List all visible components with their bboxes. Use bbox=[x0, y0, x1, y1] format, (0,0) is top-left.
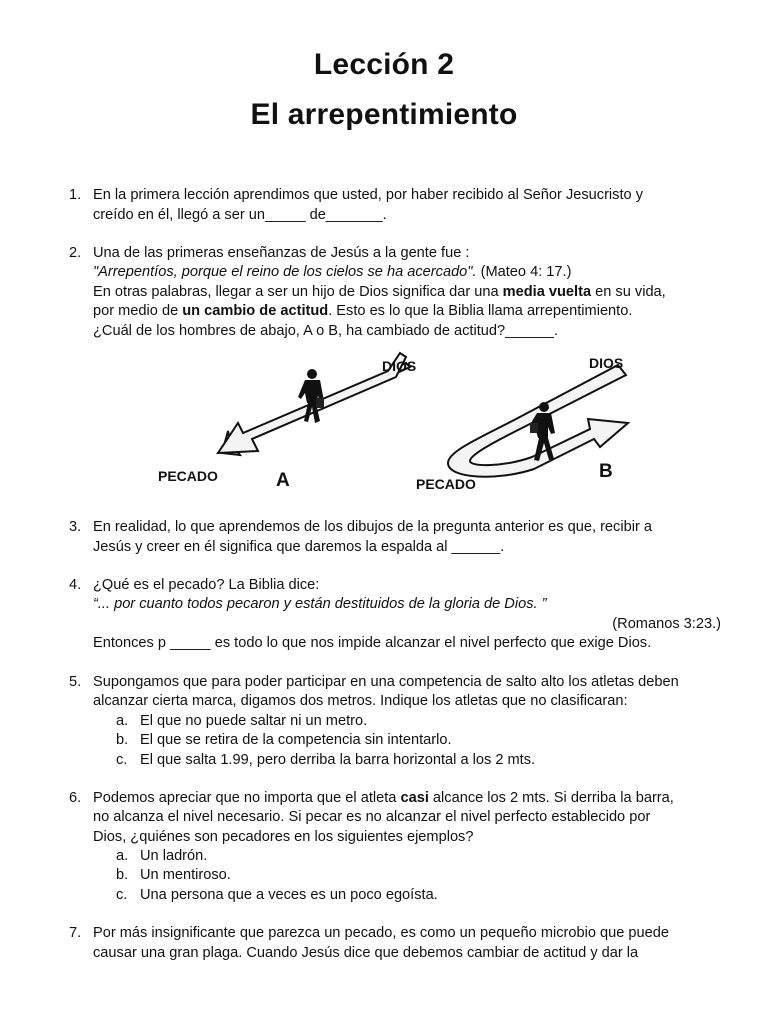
bible-quote-line bbox=[93, 263, 571, 283]
question-text: causar una gran plaga. Cuando Jesús dice que debemos cambiar de actitud y dar la bbox=[93, 945, 639, 961]
list-item-letter: c. bbox=[116, 752, 128, 768]
bible-reference: (Romanos 3:23.) bbox=[612, 616, 721, 632]
dios-label-a: DIOS bbox=[382, 358, 417, 374]
question-text: ¿Qué es el pecado? La Biblia dice: bbox=[93, 577, 320, 593]
panel-a bbox=[158, 353, 416, 491]
question-number: 5. bbox=[69, 674, 82, 690]
list-item: Una persona que a veces es un poco egoísta. bbox=[140, 887, 438, 903]
question-text: Por más insignificante que parezca un pecado, es como un pequeño microbio que puede bbox=[93, 925, 670, 941]
dios-label-b: DIOS bbox=[589, 355, 624, 371]
list-item: El que salta 1.99, pero derriba la barra horizontal a los 2 mts. bbox=[140, 752, 536, 768]
text-segment: en su vida, bbox=[591, 284, 666, 300]
panel-a-label: A bbox=[276, 470, 290, 491]
question-number: 6. bbox=[69, 790, 82, 806]
question-text: Supongamos que para poder participar en una competencia de salto alto los atletas deben bbox=[93, 674, 679, 690]
emphasis-text: un cambio de actitud bbox=[182, 303, 329, 319]
question-text: Entonces p _____ es todo lo que nos impide alcanzar el nivel perfecto que exige Dios. bbox=[93, 635, 652, 651]
question-text bbox=[93, 283, 666, 303]
repentance-illustration bbox=[148, 343, 664, 498]
question-number: 1. bbox=[69, 187, 82, 203]
list-item-letter: c. bbox=[116, 887, 128, 903]
question-number: 2. bbox=[69, 245, 82, 261]
list-item-letter: b. bbox=[116, 732, 129, 748]
question-text: creído en él, llegó a ser un_____ de_______. bbox=[93, 207, 387, 223]
question-text: alcanzar cierta marca, digamos dos metros. Indique los atletas que no clasificaran: bbox=[93, 693, 628, 709]
list-item-letter: b. bbox=[116, 867, 129, 883]
list-item: El que se retira de la competencia sin intentarlo. bbox=[140, 732, 452, 748]
list-item-letter: a. bbox=[116, 848, 129, 864]
question-text: ¿Cuál de los hombres de abajo, A o B, ha cambiado de actitud?______. bbox=[93, 323, 558, 339]
question-text: Jesús y creer en él significa que daremos la espalda al ______. bbox=[93, 539, 505, 555]
text-segment: por medio de bbox=[93, 303, 183, 319]
list-item-letter: a. bbox=[116, 713, 129, 729]
panel-b bbox=[416, 355, 628, 492]
pecado-label-b: PECADO bbox=[416, 476, 476, 492]
lesson-number-title: Lección 2 bbox=[313, 48, 455, 81]
emphasis-text: media vuelta bbox=[502, 284, 592, 300]
emphasis-text: casi bbox=[400, 790, 429, 806]
question-number: 3. bbox=[69, 519, 82, 535]
question-text bbox=[93, 302, 632, 322]
pecado-label-a: PECADO bbox=[158, 468, 218, 484]
question-text: En la primera lección aprendimos que usted, por haber recibido al Señor Jesucristo y bbox=[93, 187, 643, 203]
question-number: 7. bbox=[69, 925, 82, 941]
bible-quote: “... por cuanto todos pecaron y están destituidos de la gloria de Dios. ” bbox=[93, 596, 547, 612]
question-text: Una de las primeras enseñanzas de Jesús a la gente fue : bbox=[93, 245, 470, 261]
bible-quote: "Arrepentíos, porque el reino de los cielos se ha acercado". bbox=[93, 264, 477, 280]
question-text: Dios, ¿quiénes son pecadores en los siguientes ejemplos? bbox=[93, 829, 474, 845]
list-item: Un ladrón. bbox=[140, 848, 208, 864]
text-segment: . Esto es lo que la Biblia llama arrepentimiento. bbox=[328, 303, 633, 319]
question-text: no alcanza el nivel necesario. Si pecar es no alcanzar el nivel perfecto establecido por bbox=[93, 809, 651, 825]
question-number: 4. bbox=[69, 577, 82, 593]
panel-b-label: B bbox=[599, 461, 613, 482]
list-item: El que no puede saltar ni un metro. bbox=[140, 713, 368, 729]
text-segment: En otras palabras, llegar a ser un hijo de Dios significa dar una bbox=[93, 284, 503, 300]
question-text: En realidad, lo que aprendemos de los dibujos de la pregunta anterior es que, recibir a bbox=[93, 519, 652, 535]
list-item: Un mentiroso. bbox=[140, 867, 231, 883]
text-segment: alcance los 2 mts. Si derriba la barra, bbox=[428, 790, 674, 806]
question-text bbox=[93, 789, 674, 809]
lesson-topic-title: El arrepentimiento bbox=[250, 98, 518, 131]
text-segment: Podemos apreciar que no importa que el atleta bbox=[93, 790, 401, 806]
bible-reference: (Mateo 4: 17.) bbox=[476, 264, 572, 280]
